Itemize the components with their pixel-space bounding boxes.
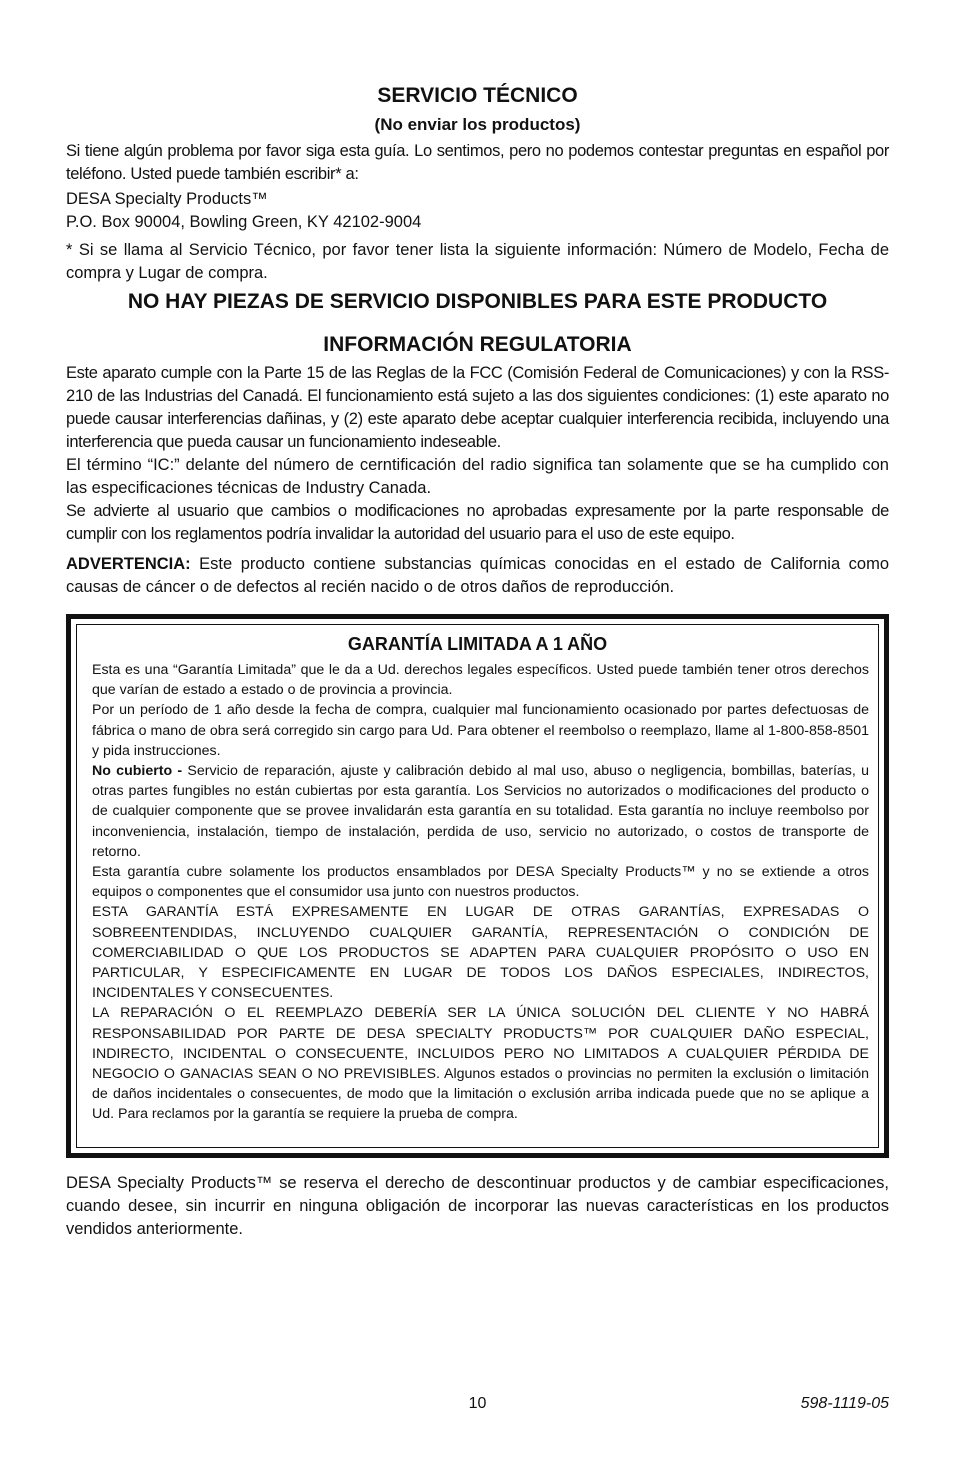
document-code: 598-1119-05: [800, 1395, 889, 1412]
not-covered-label: No cubierto -: [92, 763, 183, 780]
warning-paragraph: [66, 553, 889, 599]
warning-text: Este producto contiene substancias químicas conocidas en el estado de California como causas de cáncer o de defectos al recién nacido o de otros daños de reproducción.: [66, 555, 889, 596]
warranty-title: GARANTÍA LIMITADA A 1 AÑO: [347, 634, 608, 654]
service-note: * Si se llama al Servicio Técnico, por favor tener lista la siguiente información: Número de Modelo, Fecha de compra y Lugar de compra.: [66, 241, 889, 282]
warranty-paragraph-4: Esta garantía cubre solamente los productos ensamblados por DESA Specialty Products™ y no se extiende a otros equipos o componentes que el consumidor usa junto con nuestros productos.: [92, 864, 869, 901]
warning-label: ADVERTENCIA:: [66, 555, 191, 573]
regulatory-paragraph-2: El término “IC:” delante del número de cerntificación del radio significa tan solamente que se ha cumplido con las especificaciones técnicas de Industry Canada.: [66, 456, 889, 497]
page-number: 10: [468, 1395, 487, 1412]
no-parts-heading: NO HAY PIEZAS DE SERVICIO DISPONIBLES PARA ESTE PRODUCTO: [127, 290, 828, 313]
warranty-paragraph-3: [92, 761, 869, 862]
closing-paragraph: DESA Specialty Products™ se reserva el derecho de descontinuar productos y de cambiar especificaciones, cuando desee, sin incurrir en ninguna obligación de incorporar las nuevas características en los productos vendidos anteriormente.: [66, 1174, 889, 1238]
warranty-paragraph-2: Por un período de 1 año desde la fecha de compra, cualquier mal funcionamiento ocasionado por partes defectuosas de fábrica o mano de obra será corregido sin cargo para Ud. Para obtener el reembolso o reemplazo, llame al 1-800-858-8501 y pida instrucciones.: [92, 702, 869, 759]
warranty-box: [66, 614, 889, 1158]
service-address: P.O. Box 90004, Bowling Green, KY 42102-9004: [66, 213, 422, 231]
service-subtitle: (No enviar los productos): [374, 115, 581, 134]
regulatory-paragraph-1: Este aparato cumple con la Parte 15 de las Reglas de la FCC (Comisión Federal de Comunicaciones) y con la RSS-210 de las Industrias del Canadá. El funcionamiento está sujeto a las dos siguientes condiciones: (1) este aparato no puede causar interferencias dañinas, y (2) este aparato debe aceptar cualquier interferencia recibida, incluyendo una interferencia que pueda causar un funcionamiento indeseable.: [66, 364, 889, 451]
service-company: DESA Specialty Products™: [66, 190, 268, 208]
regulatory-paragraph-3: Se advierte al usuario que cambios o modificaciones no aprobadas expresamente por la parte responsable de cumplir con los reglamentos podría invalidar la autoridad del usuario para el uso de este equipo.: [66, 502, 889, 543]
warranty-paragraph-6: LA REPARACIÓN O EL REEMPLAZO DEBERÍA SER LA ÚNICA SOLUCIÓN DEL CLIENTE Y NO HABRÁ RESPONSABILIDAD POR PARTE DE DESA SPECIALTY PRODUCTS™ POR CUALQUIER DAÑO ESPECIAL, INDIRECTO, INCIDENTAL O CONSECUENTE, INCLUIDOS PERO NO LIMITADOS A CUALQUIER PÉRDIDA DE NEGOCIO O GANACIAS SEAN O NO PREVISIBLES. Algunos estados o provincias no permiten la exclusión o limitación de daños incidentales o consecuentes, de modo que la limitación o exclusión arriba indicada puede que no se aplique a Ud. Para reclamos por la garantía se requiere la prueba de compra.: [92, 1005, 869, 1123]
warranty-body: [92, 660, 869, 1125]
regulatory-title: INFORMACIÓN REGULATORIA: [323, 333, 632, 356]
service-title: SERVICIO TÉCNICO: [377, 84, 578, 107]
not-covered-text: Servicio de reparación, ajuste y calibración debido al mal uso, abuso o negligencia, bombillas, baterías, u otras partes fungibles no están cubiertas por esta garantía. Los Servicios no autorizados o modificaciones del producto o de cualquier componente que se provee invalidarán esta garantía en su totalidad. Esta garantía no incluye reembolso por inconveniencia, instalación, tiempo de instalación, perdida de uso, servicio no autorizado, o costos de transporte de retorno.: [92, 763, 869, 860]
warranty-box-inner: [76, 624, 879, 1148]
warranty-paragraph-5: ESTA GARANTÍA ESTÁ EXPRESAMENTE EN LUGAR DE OTRAS GARANTÍAS, EXPRESADAS O SOBREENTENDIDAS, INCLUYENDO CUALQUIER GARANTÍA, REPRESENTACIÓN O CONDICIÓN DE COMERCIABILIDAD O QUE LOS PRODUCTOS SE ADAPTEN PARA CUALQUIER PROPÓSITO O USO EN PARTICULAR, Y ESPECIFICAMENTE EN LUGAR DE TODOS LOS DAÑOS ESPECIALES, INDIRECTOS, INCIDENTALES Y CONSECUENTES.: [92, 904, 869, 1002]
service-intro: Si tiene algún problema por favor siga esta guía. Lo sentimos, pero no podemos contestar preguntas en español por teléfono. Usted puede también escribir* a:: [66, 142, 889, 183]
warranty-paragraph-1: Esta es una “Garantía Limitada” que le da a Ud. derechos legales específicos. Usted puede también tener otros derechos que varían de estado a estado o de provincia a provincia.: [92, 662, 869, 699]
